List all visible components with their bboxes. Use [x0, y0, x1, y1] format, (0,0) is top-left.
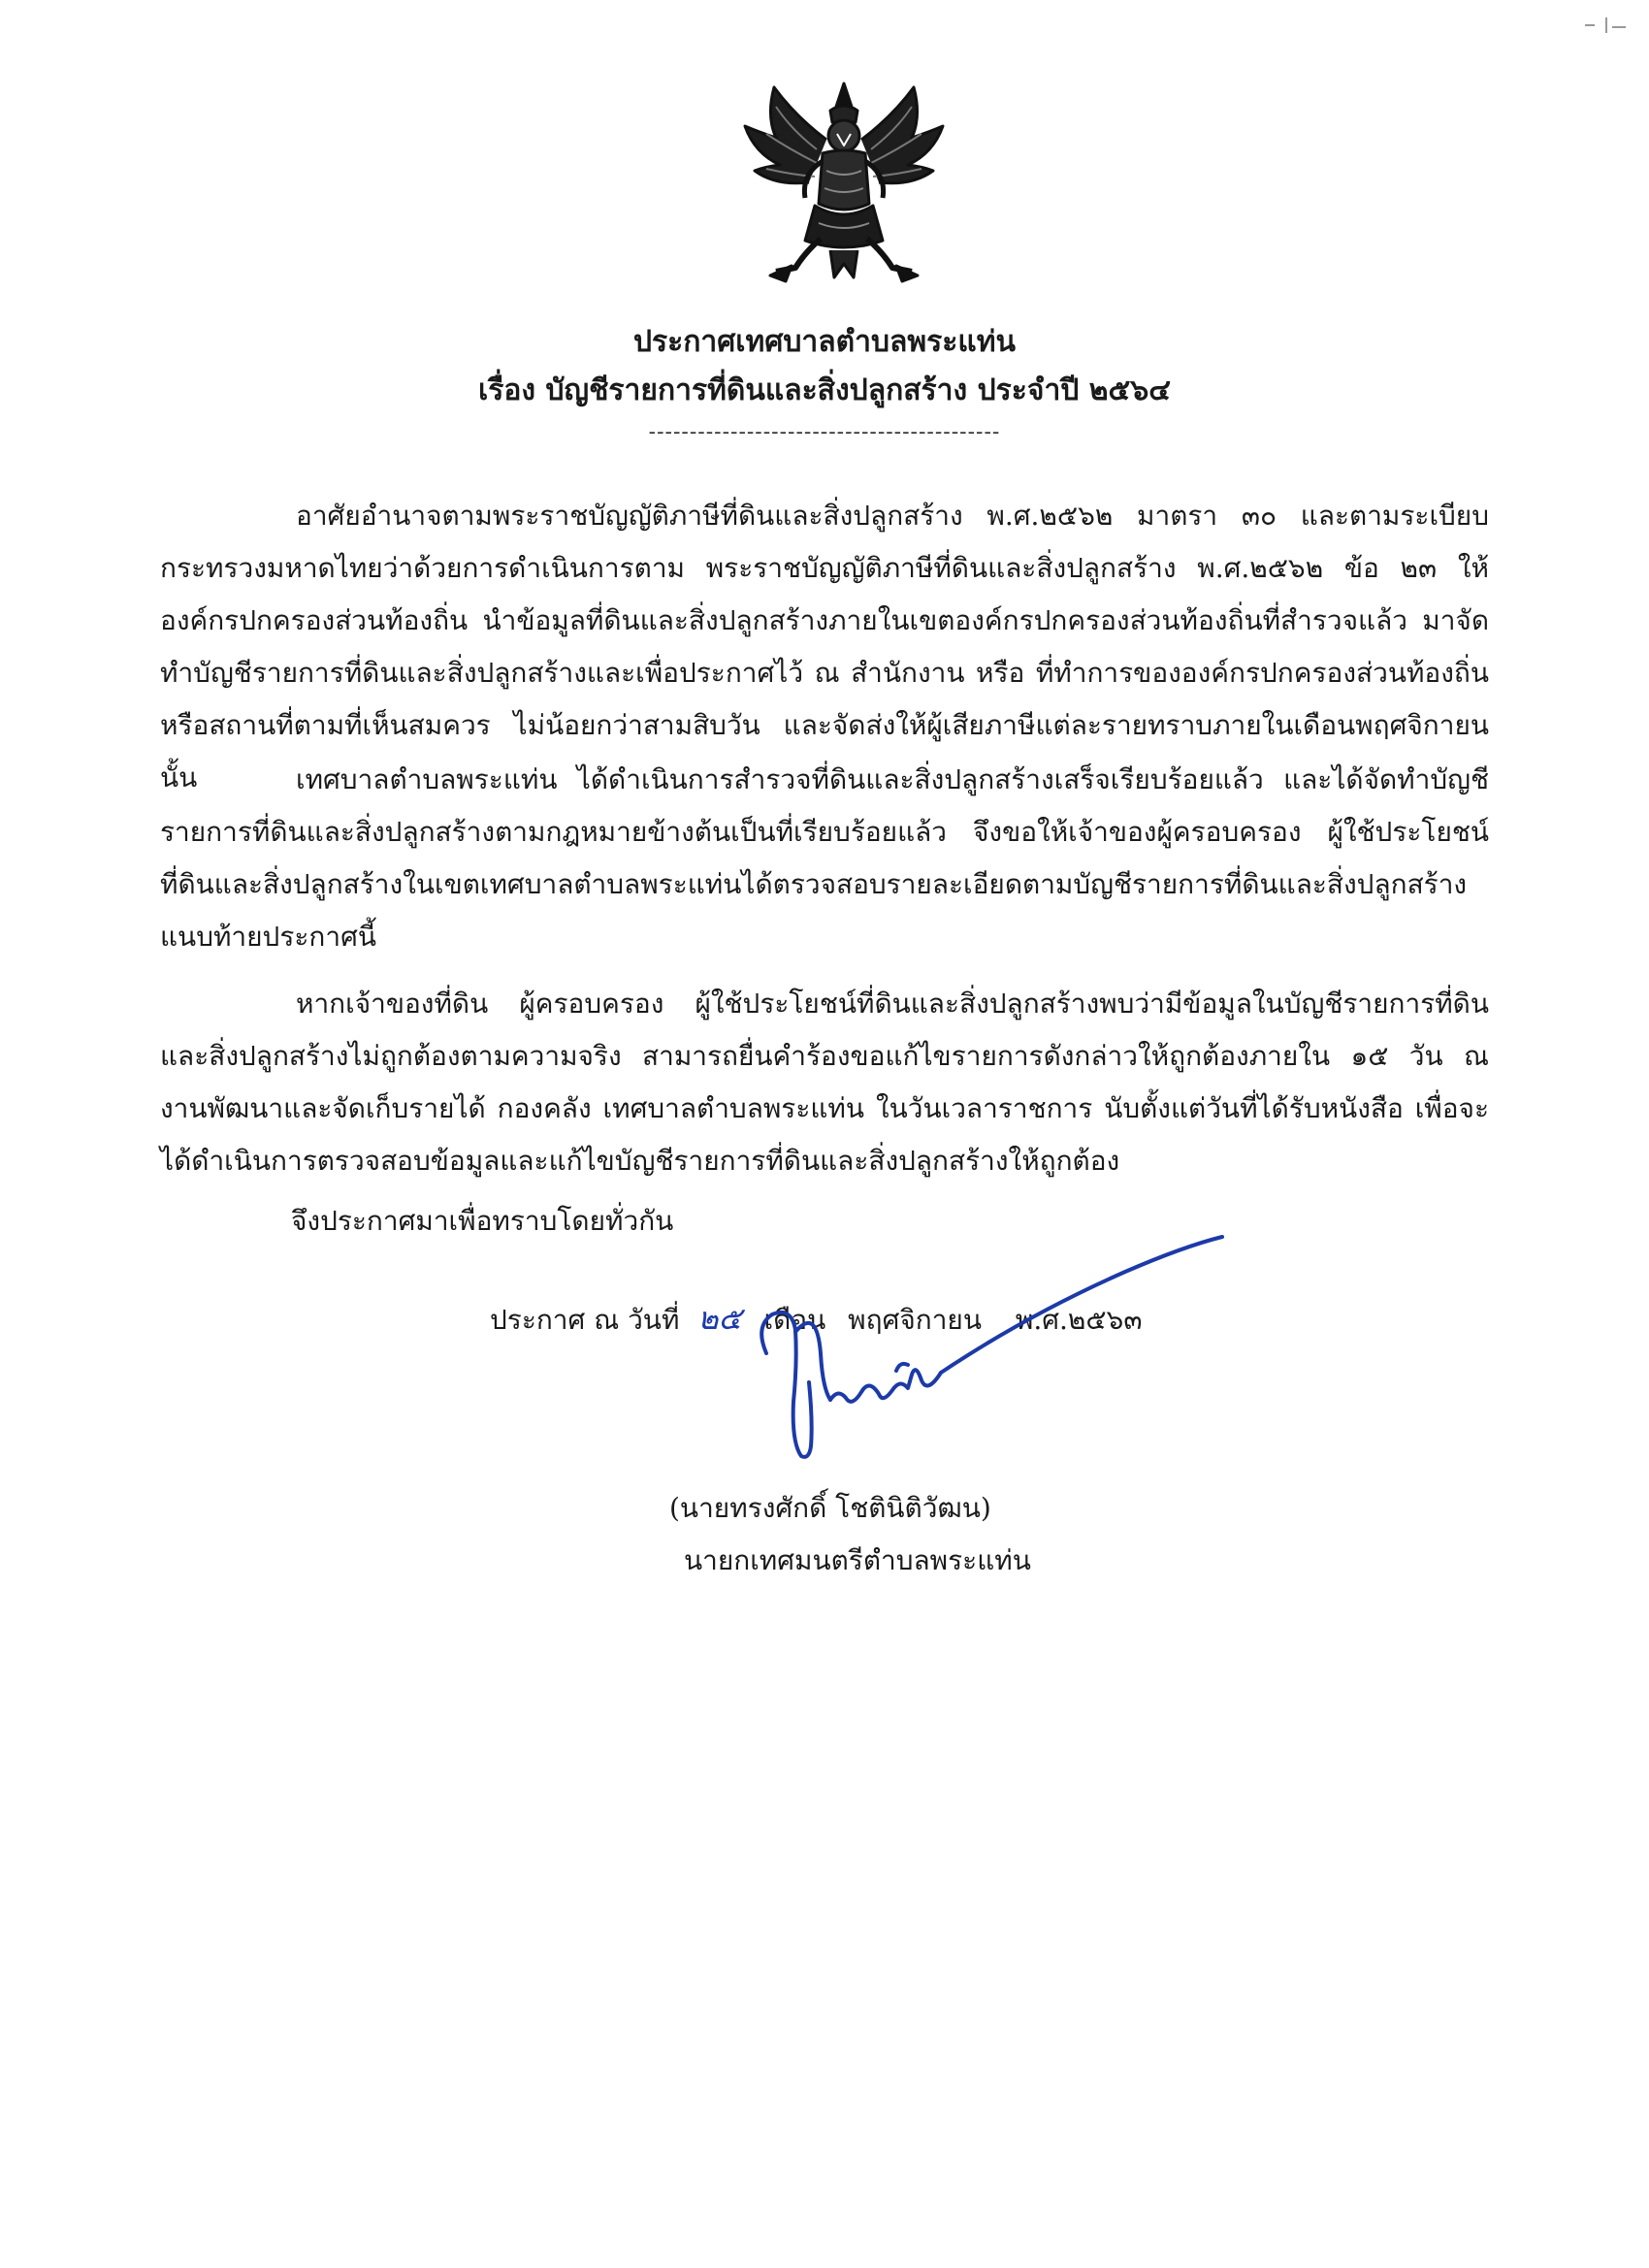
body-paragraph-2 — [160, 754, 1489, 963]
paragraph-text: หากเจ้าของที่ดิน ผู้ครอบครอง ผู้ใช้ประโยชน์ที่ดินและสิ่งปลูกสร้างพบว่ามีข้อมูลในบัญชีรายการที่ดินและสิ่งปลูกสร้างไม่ถูกต้องตามความจริง สามารถยื่นคำร้องขอแก้ไขรายการดังกล่าวให้ถูกต้องภายใน ๑๕ วัน ณ งานพัฒนาและจัดเก็บรายได้ กองคลัง เทศบาลตำบลพระแท่น ในวันเวลาราชการ นับตั้งแต่วันที่ได้รับหนังสือ เพื่อจะได้ดำเนินการตรวจสอบข้อมูลและแก้ไขบัญชีรายการที่ดินและสิ่งปลูกสร้างให้ถูกต้อง — [160, 988, 1489, 1177]
date-year: พ.ศ.๒๕๖๓ — [1015, 1304, 1143, 1336]
body-paragraph-3 — [160, 978, 1489, 1187]
date-month: พฤศจิกายน — [848, 1304, 982, 1336]
date-month-label: เดือน — [763, 1304, 826, 1336]
signature-icon — [737, 1217, 1242, 1479]
title-divider: ------------------------------------------- — [648, 421, 1001, 444]
scan-mark-icon — [1581, 14, 1630, 43]
title-block — [0, 318, 1649, 444]
paragraph-text: อาศัยอำนาจตามพระราชบัญญัติภาษีที่ดินและสิ่งปลูกสร้าง พ.ศ.๒๕๖๒ มาตรา ๓๐ และตามระเบียบกระทรวงมหาดไทยว่าด้วยการดำเนินการตาม พระราชบัญญัติภาษีที่ดินและสิ่งปลูกสร้าง พ.ศ.๒๕๖๒ ข้อ ๒๓ ให้องค์กรปกครองส่วนท้องถิ่น นำข้อมูลที่ดินและสิ่งปลูกสร้างภายในเขตองค์กรปกครองส่วนท้องถิ่นที่สำรวจแล้ว มาจัดทำบัญชีรายการที่ดินและสิ่งปลูกสร้างและเพื่อประกาศไว้ ณ สำนักงาน หรือ ที่ทำการขององค์กรปกครองส่วนท้องถิ่น หรือสถานที่ตามที่เห็นสมควร ไม่น้อยกว่าสามสิบวัน และจัดส่งให้ผู้เสียภาษีแต่ละรายทราบภายในเดือนพฤศจิกายน นั้น — [160, 500, 1489, 794]
document-title: ประกาศเทศบาลตำบลพระแท่น — [632, 325, 1017, 359]
signer-name: (นายทรงศักดิ์ โชตินิติวัฒน) — [669, 1492, 991, 1524]
document-subject: เรื่อง บัญชีรายการที่ดินและสิ่งปลูกสร้าง ประจำปี ๒๕๖๔ — [477, 373, 1172, 407]
garuda-emblem-icon — [737, 78, 951, 291]
paragraph-text: เทศบาลตำบลพระแท่น ได้ดำเนินการสำรวจที่ดินและสิ่งปลูกสร้างเสร็จเรียบร้อยแล้ว และได้จัดทำบัญชีรายการที่ดินและสิ่งปลูกสร้างตามกฎหมายข้างต้นเป็นที่เรียบร้อยแล้ว จึงขอให้เจ้าของผู้ครอบครอง ผู้ใช้ประโยชน์ที่ดินและสิ่งปลูกสร้างในเขตเทศบาลตำบลพระแท่นได้ตรวจสอบรายละเอียดตามบัญชีรายการที่ดินและสิ่งปลูกสร้าง แนบท้ายประกาศนี้ — [160, 763, 1489, 953]
date-day: ๒๕ — [697, 1300, 742, 1337]
signer-position: นายกเทศมนตรีตำบลพระแท่น — [684, 1544, 1031, 1576]
closing-statement: จึงประกาศมาเพื่อทราบโดยทั่วกัน — [291, 1205, 674, 1237]
date-prefix: ประกาศ ณ วันที่ — [490, 1304, 680, 1336]
